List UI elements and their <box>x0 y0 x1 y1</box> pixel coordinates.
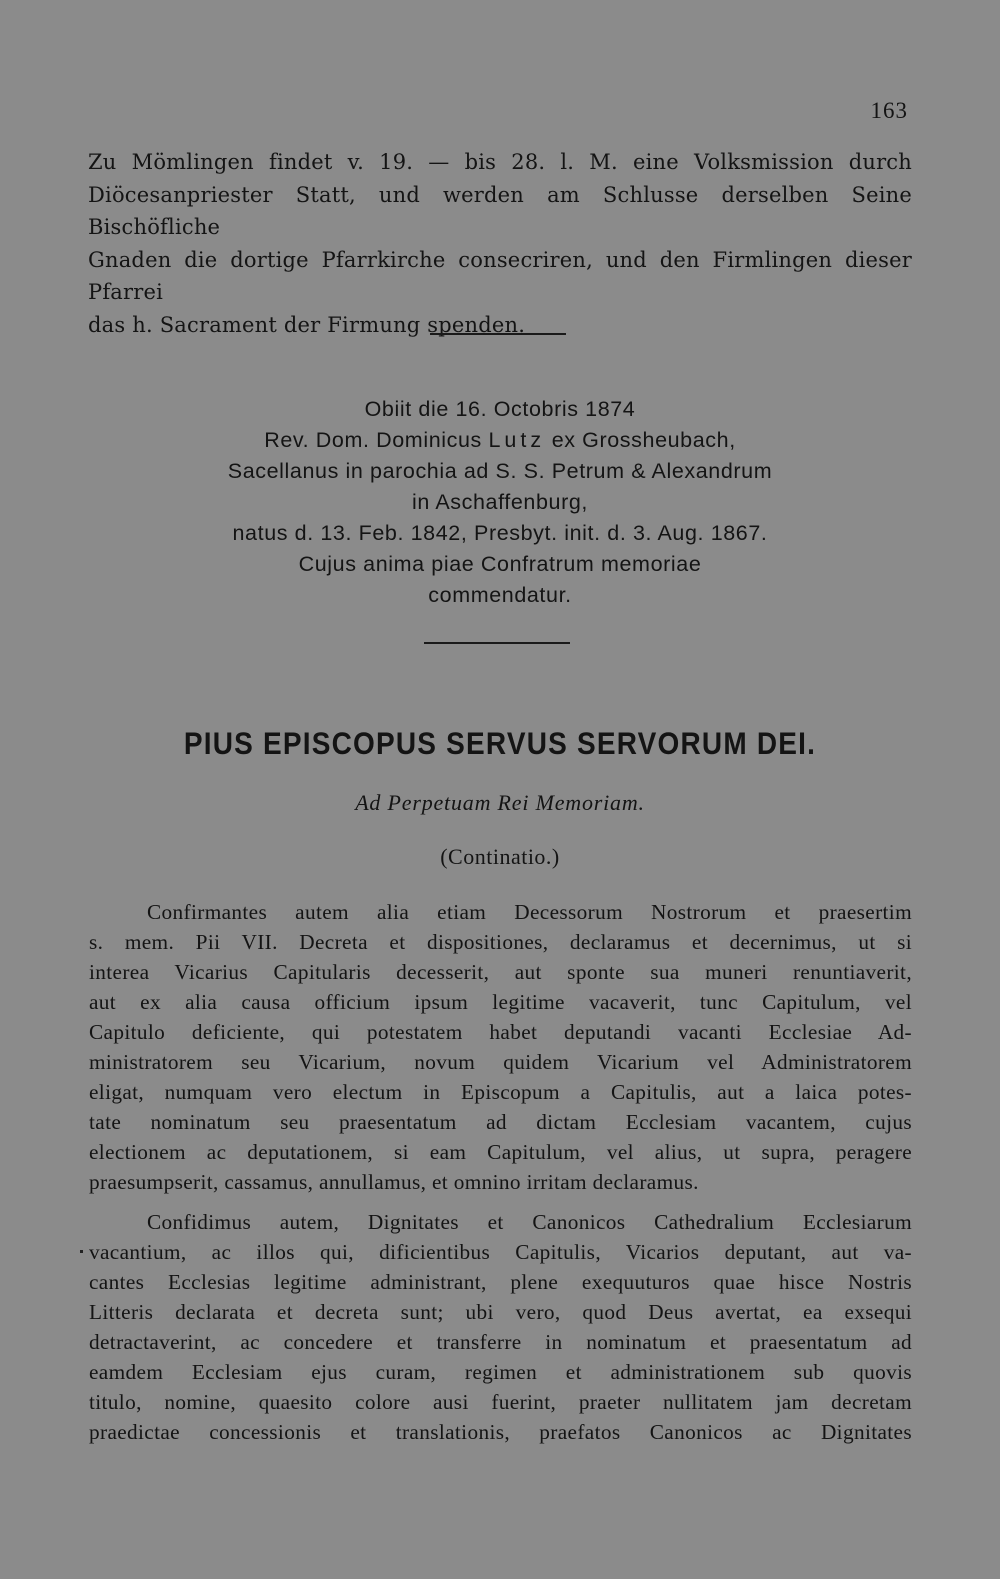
text-line: interea Vicarius Capitularis decesserit, aut sponte sua muneri renuntiaverit, <box>89 960 912 984</box>
text-line: detractaverint, ac concedere et transferre in nominatum et praesentatum ad <box>89 1330 912 1354</box>
notice-line: Diöcesanpriester Statt, und werden am Schlusse derselben Seine Bischöfliche <box>88 182 912 239</box>
mission-notice <box>88 146 912 341</box>
obituary-name-line <box>100 425 900 456</box>
notice-line: Zu Mömlingen findet v. 19. — bis 28. l. M. eine Volksmission durch <box>88 150 912 174</box>
obituary-origin: ex Grossheubach, <box>551 428 736 452</box>
text-line: praedictae concessionis et translationis, praefatos Canonicos ac Dignitates <box>89 1420 912 1444</box>
text-line: vacantium, ac illos qui, dificientibus Capitulis, Vicarios deputant, aut va- <box>89 1240 912 1264</box>
text-line: titulo, nomine, quaesito colore ausi fuerint, praeter nullitatem jam decretam <box>89 1390 912 1414</box>
obituary-notice <box>100 394 900 611</box>
text-line: eamdem Ecclesiam ejus curam, regimen et administrationem sub quovis <box>89 1360 912 1384</box>
obituary-date: Obiit die 16. Octobris 1874 <box>364 397 636 421</box>
text-line: Capitulo deficiente, qui potestatem habet deputandi vacanti Ecclesiae Ad- <box>89 1020 912 1044</box>
section-divider <box>430 333 566 335</box>
obituary-title: Rev. Dom. Dominicus <box>264 428 482 452</box>
text-line: tate nominatum seu praesentatum ad dictam Ecclesiam vacantem, cujus <box>89 1110 912 1134</box>
obituary-office: Sacellanus in parochia ad S. S. Petrum & Alexandrum <box>227 459 773 483</box>
print-speck <box>80 1250 83 1253</box>
paragraph <box>89 897 912 1197</box>
decree-heading: PIUS EPISCOPUS SERVUS SERVORUM DEI. <box>183 726 817 761</box>
section-divider <box>424 642 570 644</box>
decree-body <box>89 897 912 1447</box>
text-line: Litteris declarata et decreta sunt; ubi vero, quod Deus avertat, ea exsequi <box>89 1300 912 1324</box>
obituary-birth-ordination: natus d. 13. Feb. 1842, Presbyt. init. d. 3. Aug. 1867. <box>232 521 768 545</box>
page-number: 163 <box>870 98 908 123</box>
text-line: Confirmantes autem alia etiam Decessorum Nostrorum et praesertim <box>147 900 912 924</box>
decree-continuation: (Continatio.) <box>440 844 560 869</box>
text-line: ministratorem seu Vicarium, novum quidem Vicarium vel Administratorem <box>89 1050 912 1074</box>
paragraph <box>89 1207 912 1447</box>
obituary-surname: Lutz <box>488 428 546 452</box>
notice-line: Gnaden die dortige Pfarrkirche consecriren, und den Firmlingen dieser Pfarrei <box>88 247 912 304</box>
text-line: eligat, numquam vero electum in Episcopum a Capitulis, aut a laica potes- <box>89 1080 912 1104</box>
notice-line: das h. Sacrament der Firmung spenden. <box>88 312 526 337</box>
text-line: praesumpserit, cassamus, annullamus, et omnino irritam declaramus. <box>89 1170 699 1194</box>
text-line: aut ex alia causa officium ipsum legitime vacaverit, tunc Capitulum, vel <box>89 990 912 1014</box>
obituary-place: in Aschaffenburg, <box>412 490 588 514</box>
text-line: cantes Ecclesias legitime administrant, plene exequuturos quae hisce Nostris <box>89 1270 912 1294</box>
obituary-prayer-end: commendatur. <box>428 583 572 607</box>
text-line: electionem ac deputationem, si eam Capitulum, vel alius, ut supra, peragere <box>89 1140 912 1164</box>
text-line: Confidimus autem, Dignitates et Canonicos Cathedralium Ecclesiarum <box>147 1210 912 1234</box>
decree-subtitle: Ad Perpetuam Rei Memoriam. <box>355 790 645 815</box>
obituary-prayer: Cujus anima piae Confratrum memoriae <box>298 552 702 576</box>
text-line: s. mem. Pii VII. Decreta et dispositiones, declaramus et decernimus, ut si <box>89 930 912 954</box>
